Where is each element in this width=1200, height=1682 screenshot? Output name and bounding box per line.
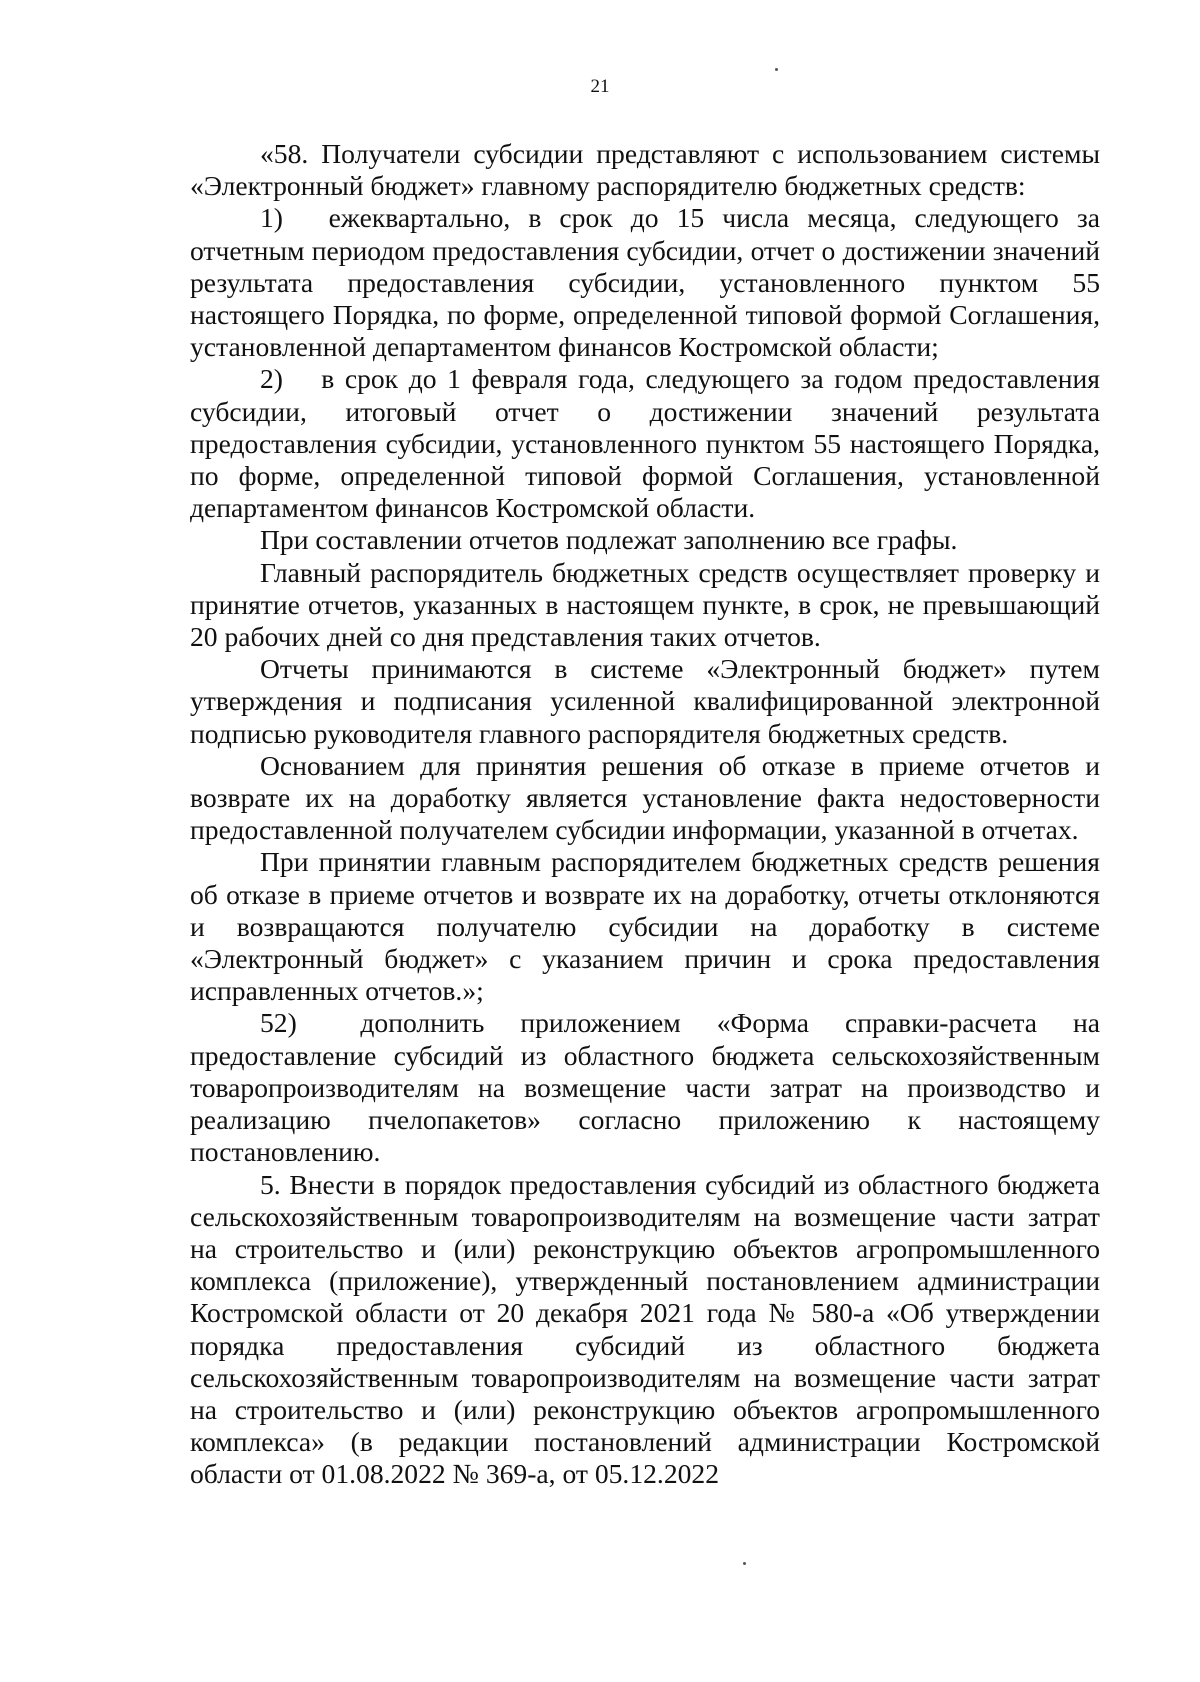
paragraph-item-52: 52) дополнить приложением «Форма справки-расчета на предоставление субсидий из областного бюджета сельскохозяйственным товаропроизводителям на возмещение части затрат на производство и реализацию пчелопакетов» согласно приложению к настоящему постановлению. [190,1007,1100,1168]
paragraph-item-1: 1) ежеквартально, в срок до 15 числа месяца, следующего за отчетным периодом предоставления субсидии, отчет о достижении значений результата предоставления субсидии, установленного пунктом 55 настоящего Порядка, по форме, определенной типовой формой Соглашения, установленной департаментом финансов Костромской области; [190,202,1100,363]
document-body [190,138,1100,1491]
page-number: 21 [590,76,610,97]
paragraph-refusal-grounds: Основанием для принятия решения об отказе в приеме отчетов и возврате их на доработку является установление факта недостоверности предоставленной получателем субсидии информации, указанной в отчетах. [190,749,1100,846]
paragraph-58-intro: «58. Получатели субсидии представляют с использованием системы «Электронный бюджет» главному распорядителю бюджетных средств: [190,138,1100,202]
paragraph-item-2: 2) в срок до 1 февраля года, следующего за годом предоставления субсидии, итоговый отчет о достижении значений результата предоставления субсидии, установленного пунктом 55 настоящего Порядка, по форме, определенной типовой формой Соглашения, установленной департаментом финансов Костромской области. [190,363,1100,524]
paragraph-section-5: 5. Внести в порядок предоставления субсидий из областного бюджета сельскохозяйственным товаропроизводителям на возмещение части затрат на строительство и (или) реконструкцию объектов агропромышленного комплекса (приложение), утвержденный постановлением администрации Костромской области от 20 декабря 2021 года № 580-а «Об утверждении порядка предоставления субсидий из областного бюджета сельскохозяйственным товаропроизводителям на возмещение части затрат на строительство и (или) реконструкцию объектов агропромышленного комплекса» (в редакции постановлений администрации Костромской области от 01.08.2022 № 369-а, от 05.12.2022 [190,1168,1100,1490]
paragraph-verification: Главный распорядитель бюджетных средств осуществляет проверку и принятие отчетов, указанных в настоящем пункте, в срок, не превышающий 20 рабочих дней со дня представления таких отчетов. [190,556,1100,653]
paragraph-refusal-procedure: При принятии главным распорядителем бюджетных средств решения об отказе в приеме отчетов и возврате их на доработку, отчеты отклоняются и возвращаются получателю субсидии на доработку в системе «Электронный бюджет» с указанием причин и срока предоставления исправленных отчетов.»; [190,846,1100,1007]
paragraph-acceptance: Отчеты принимаются в системе «Электронный бюджет» путем утверждения и подписания усиленной квалифицированной электронной подписью руководителя главного распорядителя бюджетных средств. [190,653,1100,749]
scan-speck [775,68,778,71]
paragraph-fill-all-columns: При составлении отчетов подлежат заполнению все графы. [260,524,958,556]
scan-speck [743,1562,746,1565]
